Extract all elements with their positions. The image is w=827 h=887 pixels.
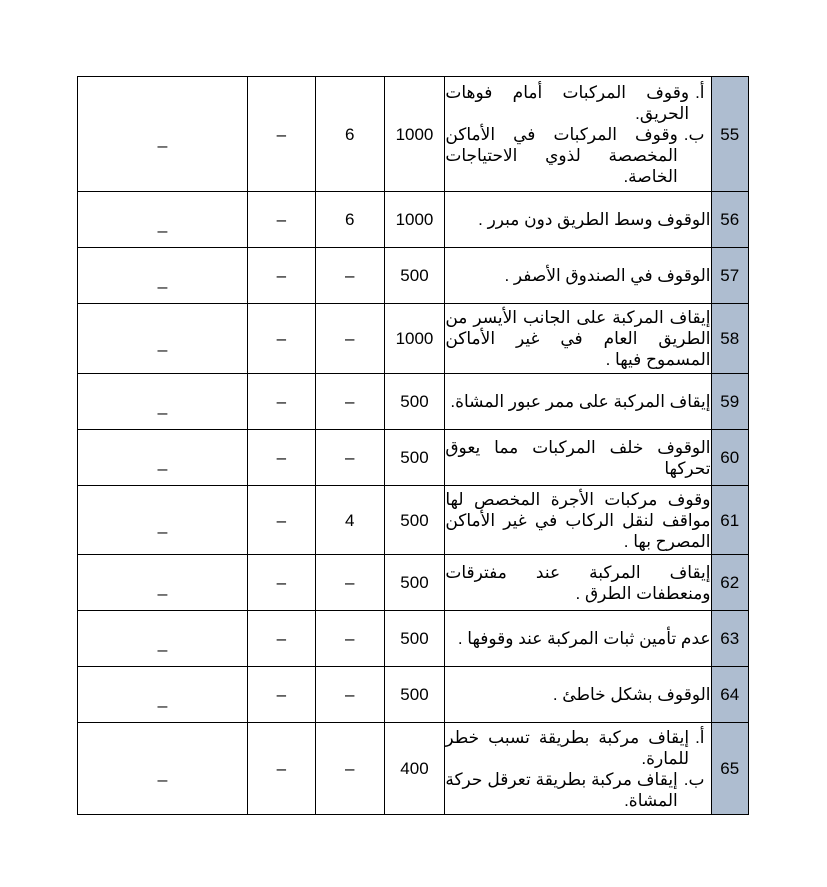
cell-points: – — [315, 667, 384, 723]
cell-number: 64 — [711, 667, 748, 723]
cell-col5: – — [248, 192, 316, 248]
cell-fine: 500 — [384, 667, 445, 723]
cell-number: 60 — [711, 430, 748, 486]
cell-points: 6 — [315, 192, 384, 248]
cell-points: – — [315, 611, 384, 667]
cell-description: إيقاف المركبة عند مفترقات ومنعطفات الطرق . — [445, 555, 711, 611]
cell-col6: _ — [78, 723, 248, 815]
cell-number: 58 — [711, 304, 748, 374]
cell-description — [445, 723, 711, 815]
cell-number: 61 — [711, 486, 748, 555]
cell-description: إيقاف المركبة على ممر عبور المشاة. — [445, 374, 711, 430]
cell-fine: 500 — [384, 486, 445, 555]
cell-col5: – — [248, 430, 316, 486]
cell-col6: _ — [78, 248, 248, 304]
cell-points: 6 — [315, 77, 384, 192]
cell-number: 59 — [711, 374, 748, 430]
cell-description: عدم تأمين ثبات المركبة عند وقوفها . — [445, 611, 711, 667]
cell-fine: 1000 — [384, 304, 445, 374]
table-row — [78, 723, 749, 815]
cell-number: 63 — [711, 611, 748, 667]
violations-table-body — [78, 77, 749, 815]
cell-description: الوقوف في الصندوق الأصفر . — [445, 248, 711, 304]
table-row — [78, 555, 749, 611]
cell-col5: – — [248, 611, 316, 667]
cell-col5: – — [248, 723, 316, 815]
cell-col6: _ — [78, 486, 248, 555]
cell-col5: – — [248, 77, 316, 192]
cell-description: الوقوف وسط الطريق دون مبرر . — [445, 192, 711, 248]
cell-col5: – — [248, 667, 316, 723]
cell-col6: _ — [78, 304, 248, 374]
table-row — [78, 77, 749, 192]
cell-description: الوقوف بشكل خاطئ . — [445, 667, 711, 723]
cell-fine: 1000 — [384, 192, 445, 248]
cell-description: إيقاف المركبة على الجانب الأيسر من الطريق العام في غير الأماكن المسموح فيها . — [445, 304, 711, 374]
table-row — [78, 374, 749, 430]
cell-number: 55 — [711, 77, 748, 192]
cell-fine: 500 — [384, 555, 445, 611]
cell-fine: 500 — [384, 611, 445, 667]
cell-points: – — [315, 374, 384, 430]
cell-col5: – — [248, 374, 316, 430]
cell-col6: _ — [78, 555, 248, 611]
table-row — [78, 611, 749, 667]
list-item — [445, 727, 710, 769]
cell-points: – — [315, 723, 384, 815]
cell-fine: 1000 — [384, 77, 445, 192]
violations-table — [77, 76, 749, 815]
item-text: إيقاف مركبة بطريقة تسبب خطر للمارة. — [445, 727, 690, 768]
cell-fine: 500 — [384, 374, 445, 430]
list-item — [445, 124, 710, 187]
cell-description: الوقوف خلف المركبات مما يعوق تحركها — [445, 430, 711, 486]
cell-fine: 500 — [384, 430, 445, 486]
item-marker: ب. — [683, 769, 705, 789]
list-item — [445, 82, 710, 124]
cell-fine: 500 — [384, 248, 445, 304]
cell-col6: _ — [78, 667, 248, 723]
table-row — [78, 486, 749, 555]
cell-description — [445, 77, 711, 192]
table-row — [78, 430, 749, 486]
cell-col5: – — [248, 248, 316, 304]
cell-col6: _ — [78, 192, 248, 248]
cell-points: – — [315, 248, 384, 304]
item-text: وقوف المركبات أمام فوهات الحريق. — [445, 82, 690, 123]
cell-points: – — [315, 430, 384, 486]
item-marker: ب. — [683, 124, 705, 144]
cell-description: وقوف مركبات الأجرة المخصص لها مواقف لنقل الركاب في غير الأماكن المصرح بها . — [445, 486, 711, 555]
item-text: إيقاف مركبة بطريقة تعرقل حركة المشاة. — [445, 769, 678, 810]
item-marker: أ. — [695, 727, 705, 747]
item-text: وقوف المركبات في الأماكن المخصصة لذوي الاحتياجات الخاصة. — [445, 124, 678, 186]
cell-col6: _ — [78, 77, 248, 192]
cell-col6: _ — [78, 374, 248, 430]
cell-points: – — [315, 304, 384, 374]
table-row — [78, 248, 749, 304]
cell-points: – — [315, 555, 384, 611]
table-row — [78, 304, 749, 374]
cell-col5: – — [248, 555, 316, 611]
table-row — [78, 192, 749, 248]
cell-col6: _ — [78, 430, 248, 486]
cell-fine: 400 — [384, 723, 445, 815]
cell-col5: – — [248, 486, 316, 555]
cell-col5: – — [248, 304, 316, 374]
cell-points: 4 — [315, 486, 384, 555]
cell-number: 62 — [711, 555, 748, 611]
cell-number: 57 — [711, 248, 748, 304]
cell-number: 56 — [711, 192, 748, 248]
cell-col6: _ — [78, 611, 248, 667]
list-item — [445, 769, 710, 811]
item-marker: أ. — [695, 82, 705, 102]
cell-number: 65 — [711, 723, 748, 815]
table-row — [78, 667, 749, 723]
